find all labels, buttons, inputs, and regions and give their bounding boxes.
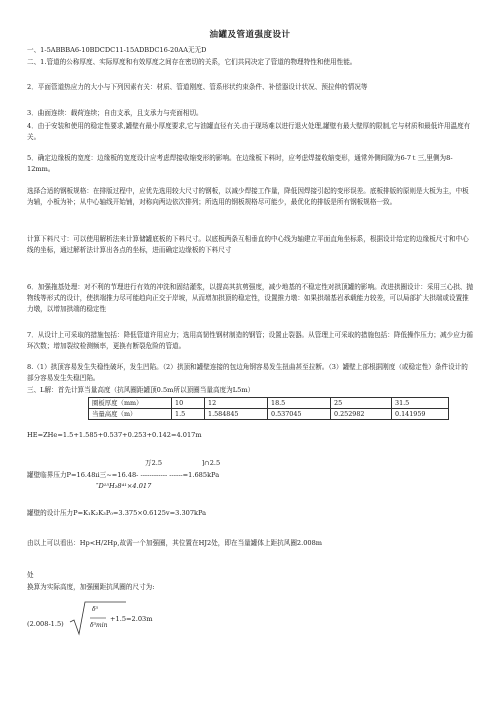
conversion-text: 换算为实际高度，加强圈距抗风圈的尺寸为: xyxy=(27,583,155,591)
sqrt-denominator: δ⁵min xyxy=(90,622,108,629)
table-cell: 12 xyxy=(205,398,268,409)
table-row xyxy=(89,398,449,409)
calc-left-term: (2.008-1.5) xyxy=(27,620,64,628)
conclusion-tail: 处 xyxy=(27,571,34,579)
table-cell: 0.141959 xyxy=(392,409,449,420)
conclusion-text: 由以上可以看出：Hp<H/2Hp,故需一个加强圈，其位置在HJ2处，即在当量罐体上距抗风圈2.008m xyxy=(27,539,323,547)
answer-line-12: 三、L解：首先计算当量高度（抗风圈距罐顶0.5m所以顶圈当量高度为L5m） xyxy=(27,386,255,394)
answer-line-9: 6．加强拖基处理：对不利的节理进行有效的冲洗和固结灌浆，以提高其抗剪强度，减少地基的不稳定性对拱顶罐的影响。改进拱圈设计：采用三心拱、抛物线等形式的设计，使拱端推力尽可能趋向正交于岸坡，从而增加拱顶的稳定性，设置推力墩：如果拱端基岩承载能力较差，可以局部扩大拱端或设置推力墩，以增加拱端的稳定性 xyxy=(27,283,473,314)
thickness-table xyxy=(88,397,449,420)
table-cell: 10 xyxy=(172,398,205,409)
answer-line-11: 8.（1）拱顶容易发生失稳性破坏，发生凹陷。（2）拱顶和罐壁连接的包边角钢容易发生扭曲甚至拉断。（3）罐壁上部根据刚度（或稳定性）条件设计的部分容易发生失稳凹陷。 xyxy=(27,363,468,383)
table-cell: 0.537045 xyxy=(268,409,331,420)
answer-line-8: 计算下料尺寸：可以使用解析法来计算储罐底板的下料尺寸。以底板两条互相垂直的中心线为轴建立平面直角坐标系，根据设计给定的边缘板尺寸和中心线的坐标，通过解析法计算出各点的坐标，进而确定边缘板的下料尺寸 xyxy=(27,235,469,255)
calc-result: +1.5=2.03m xyxy=(110,615,153,623)
table-cell: 25 xyxy=(331,398,392,409)
table-cell: 31.5 xyxy=(392,398,449,409)
table-cell: 1.584845 xyxy=(205,409,268,420)
table-cell: 18.5 xyxy=(268,398,331,409)
formula-numerator: 万2.5 ]∩2.5 xyxy=(145,459,221,467)
formula-denominator: ″D¹⁵H₂8⁴¹×4.017 xyxy=(96,482,152,490)
table-cell: 0.252982 xyxy=(331,409,392,420)
answer-line-4: 3．曲面连续：载荷连续；自由支承，且支承力与壳面相切。 xyxy=(27,109,203,117)
answer-line-10: 7．从设计上可采取的措施包括：降低管道许用应力；选用高韧性钢材制造的钢管；设置止裂器。从管理上可采取的措施包括：降低操作压力；减少应力循环次数；增加裂纹检测频率，更换有断裂危险的管道。 xyxy=(27,331,473,351)
answer-line-2: 二、1.管道的公称厚度、实际厚度和有效厚度之间存在密切的关系，它们共同决定了管道的物理特性和使用性能。 xyxy=(27,58,357,66)
equivalent-height-formula: HE=ZHe=1.5+1.585+0.537+0.253+0.142=4.017m xyxy=(27,431,202,439)
answer-line-6: 5．确定边缘板的宽度：边缘板的宽度设计应考虑焊接收缩变形的影响。在边缘板下料时，应考虑焊接收缩变形，通常外侧间隙为6-7ｔ三,里侧为8-12mm。 xyxy=(27,154,453,174)
answer-line-7: 选择合适的钢板规格：在排版过程中，应优先选用较大尺寸的钢板，以减少焊接工作量，降低因焊接引起的变形误差。底板排版的原则是大板为主，中板为辅，小板为补；从中心轴线开始铺，对称向两边依次排列；所选用的钢板规格尽可能少，最优化的排版是所有钢板规格一致。 xyxy=(27,187,469,207)
table-cell: 1.5 xyxy=(172,409,205,420)
sqrt-numerator: δ⁵ xyxy=(92,606,99,613)
design-pressure-formula: 罐壁的设计压力P=K₁K₂K₃P₀=3.375×0.6125v=3.307kPa xyxy=(27,509,207,517)
answer-line-1: 一、1-5ABBBA6-10BDCDC11-15ADBDC16-20AA无无D xyxy=(27,46,207,54)
answer-line-3: 2．平面管道热应力的大小与下列因素有关：材质、管道刚度、管系形状约束条件、补偿器设计状况、预拉伸的情况等 xyxy=(27,83,368,91)
critical-pressure-formula: 罐壁临界压力P=16.48ıi三~=16.48- ------------ ------=1.685kPa xyxy=(27,471,220,479)
answer-line-5: 4．由于安装和使用的稳定性要求,罐壁有最小厚度要求,它与油罐直径有关.由于现场难以进行退火处理,罐壁有最大壁厚的限制,它与材质和最低许用温度有关。 xyxy=(27,122,471,142)
table-row xyxy=(89,409,449,420)
table-cell: 当量高度（m） xyxy=(89,409,172,420)
document-title: 油罐及管道强度设计 xyxy=(209,30,291,40)
table-cell: 圈板厚度（mm） xyxy=(89,398,172,409)
